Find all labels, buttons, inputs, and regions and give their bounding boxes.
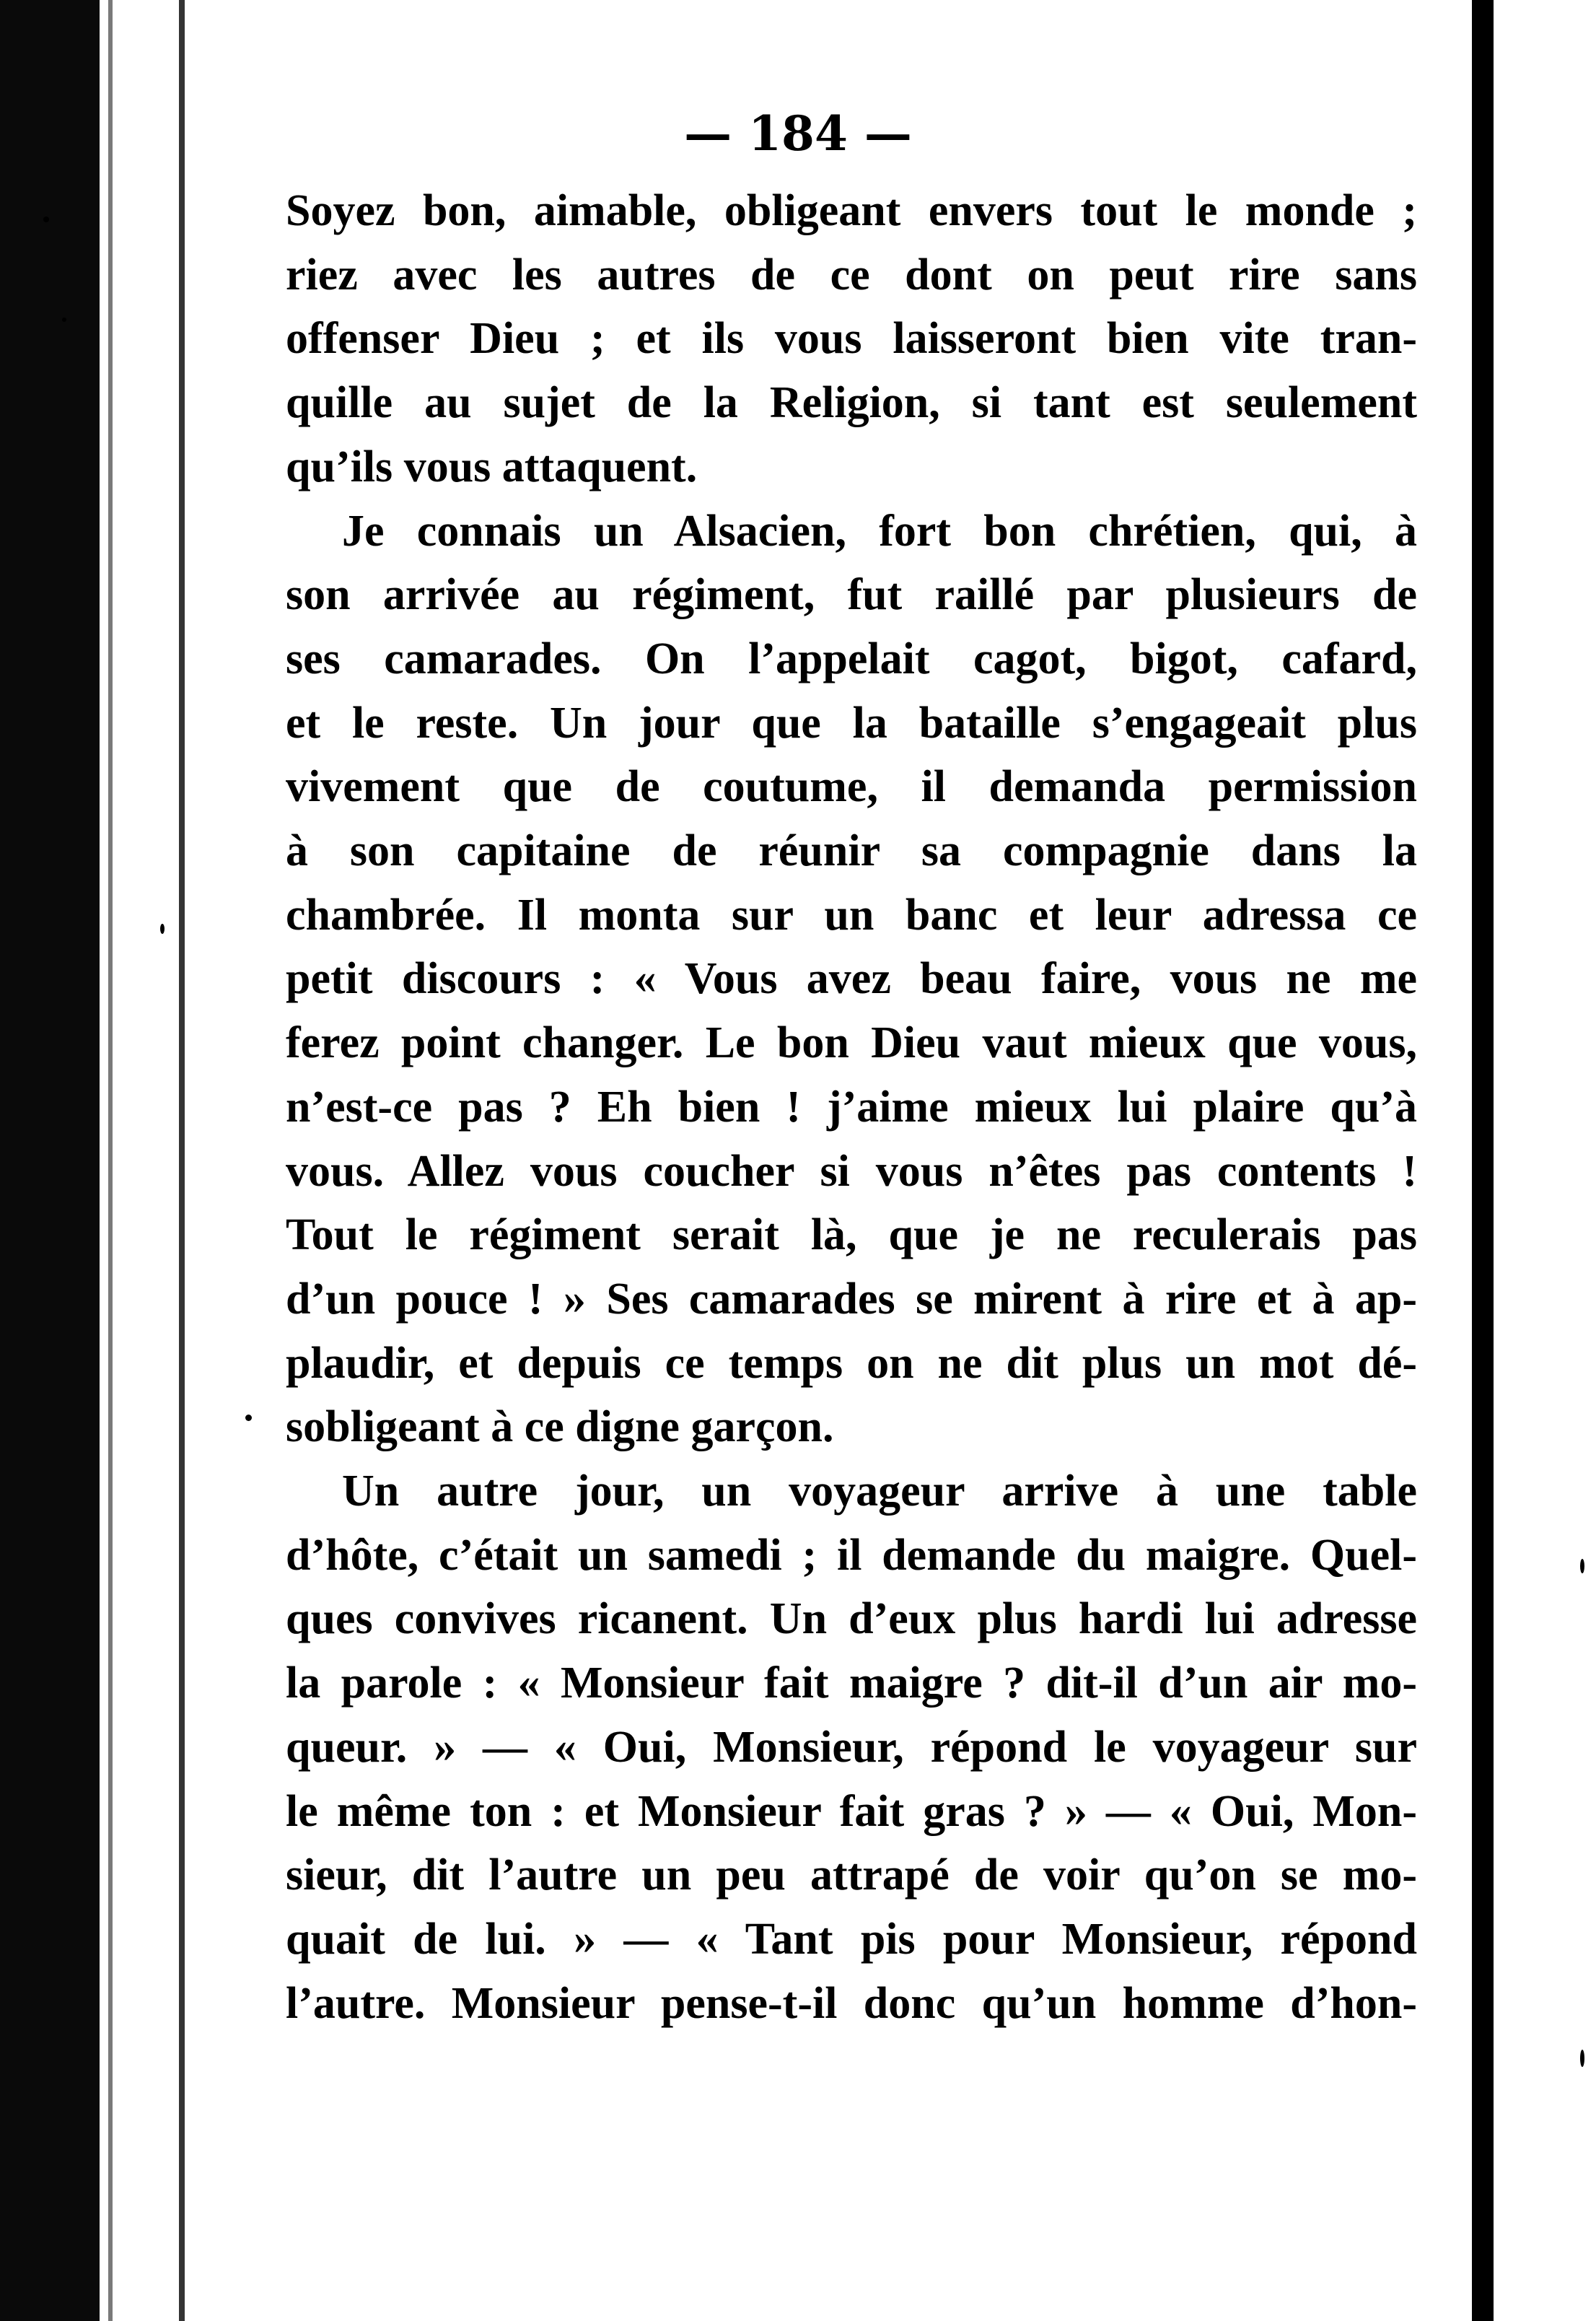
text-line: vivement que de coutume, il demanda permission — [286, 762, 1417, 812]
text-line: d’hôte, c’était un samedi ; il demande du maigre. Quel- — [286, 1530, 1417, 1580]
text-line: qu’ils vous attaquent. — [286, 442, 698, 491]
text-line: Tout le régiment serait là, que je ne reculerais pas — [286, 1210, 1417, 1260]
text-line: d’un pouce ! » Ses camarades se mirent à rire et à ap- — [286, 1274, 1417, 1324]
scan-speck — [245, 1415, 252, 1421]
text-line: queur. » — « Oui, Monsieur, répond le voyageur sur — [286, 1722, 1417, 1772]
body-text — [286, 179, 1417, 2035]
text-line: et le reste. Un jour que la bataille s’engageait plus — [286, 698, 1417, 748]
text-line: Un autre jour, un voyageur arrive à une table — [342, 1467, 1417, 1516]
text-line: plaudir, et depuis ce temps on ne dit plus un mot dé- — [286, 1338, 1417, 1388]
text-line: ques convives ricanent. Un d’eux plus hardi lui adresse — [286, 1594, 1417, 1644]
text-line: l’autre. Monsieur pense-t-il donc qu’un homme d’hon- — [286, 1978, 1417, 2028]
scan-speck — [1580, 1559, 1584, 1573]
text-line: ses camarades. On l’appelait cagot, bigot, cafard, — [286, 634, 1417, 683]
text-line: petit discours : « Vous avez beau faire, vous ne me — [286, 954, 1417, 1004]
text-line: riez avec les autres de ce dont on peut rire sans — [286, 250, 1417, 300]
text-line: quait de lui. » — « Tant pis pour Monsieur, répond — [286, 1914, 1417, 1964]
text-line: Je connais un Alsacien, fort bon chrétien, qui, à — [342, 506, 1417, 556]
next-page-strip — [1494, 0, 1596, 2321]
text-line: chambrée. Il monta sur un banc et leur adressa ce — [286, 890, 1417, 940]
text-line: à son capitaine de réunir sa compagnie dans la — [286, 826, 1417, 876]
text-line: sobligeant à ce digne garçon. — [286, 1402, 834, 1452]
paragraph — [286, 499, 1417, 1460]
text-line: la parole : « Monsieur fait maigre ? dit-il d’un air mo- — [286, 1658, 1417, 1708]
scan-speck — [1580, 2050, 1584, 2067]
text-line: ferez point changer. Le bon Dieu vaut mieux que vous, — [286, 1018, 1417, 1068]
paragraph — [286, 179, 1417, 499]
text-line: vous. Allez vous coucher si vous n’êtes pas contents ! — [286, 1146, 1417, 1196]
text-line: sieur, dit l’autre un peu attrapé de voir qu’on se mo- — [286, 1850, 1417, 1900]
scan-speck — [62, 318, 66, 322]
paragraph — [286, 1459, 1417, 2035]
text-line: Soyez bon, aimable, obligeant envers tout le monde ; — [286, 186, 1417, 235]
scan-speck — [160, 924, 165, 934]
scan-speck — [43, 217, 49, 222]
text-line: offenser Dieu ; et ils vous laisseront bien vite tran- — [286, 314, 1417, 364]
text-line: quille au sujet de la Religion, si tant est seulement — [286, 378, 1417, 428]
binding-shadow-inner — [179, 0, 185, 2321]
text-line: son arrivée au régiment, fut raillé par plusieurs de — [286, 570, 1417, 620]
text-line: n’est-ce pas ? Eh bien ! j’aime mieux lui plaire qu’à — [286, 1082, 1417, 1132]
page-number: — 184 — — [684, 105, 912, 162]
binding-shadow-outer — [108, 0, 113, 2321]
text-line: le même ton : et Monsieur fait gras ? » — « Oui, Mon- — [286, 1786, 1417, 1836]
page-edge-shadow — [1472, 0, 1494, 2321]
